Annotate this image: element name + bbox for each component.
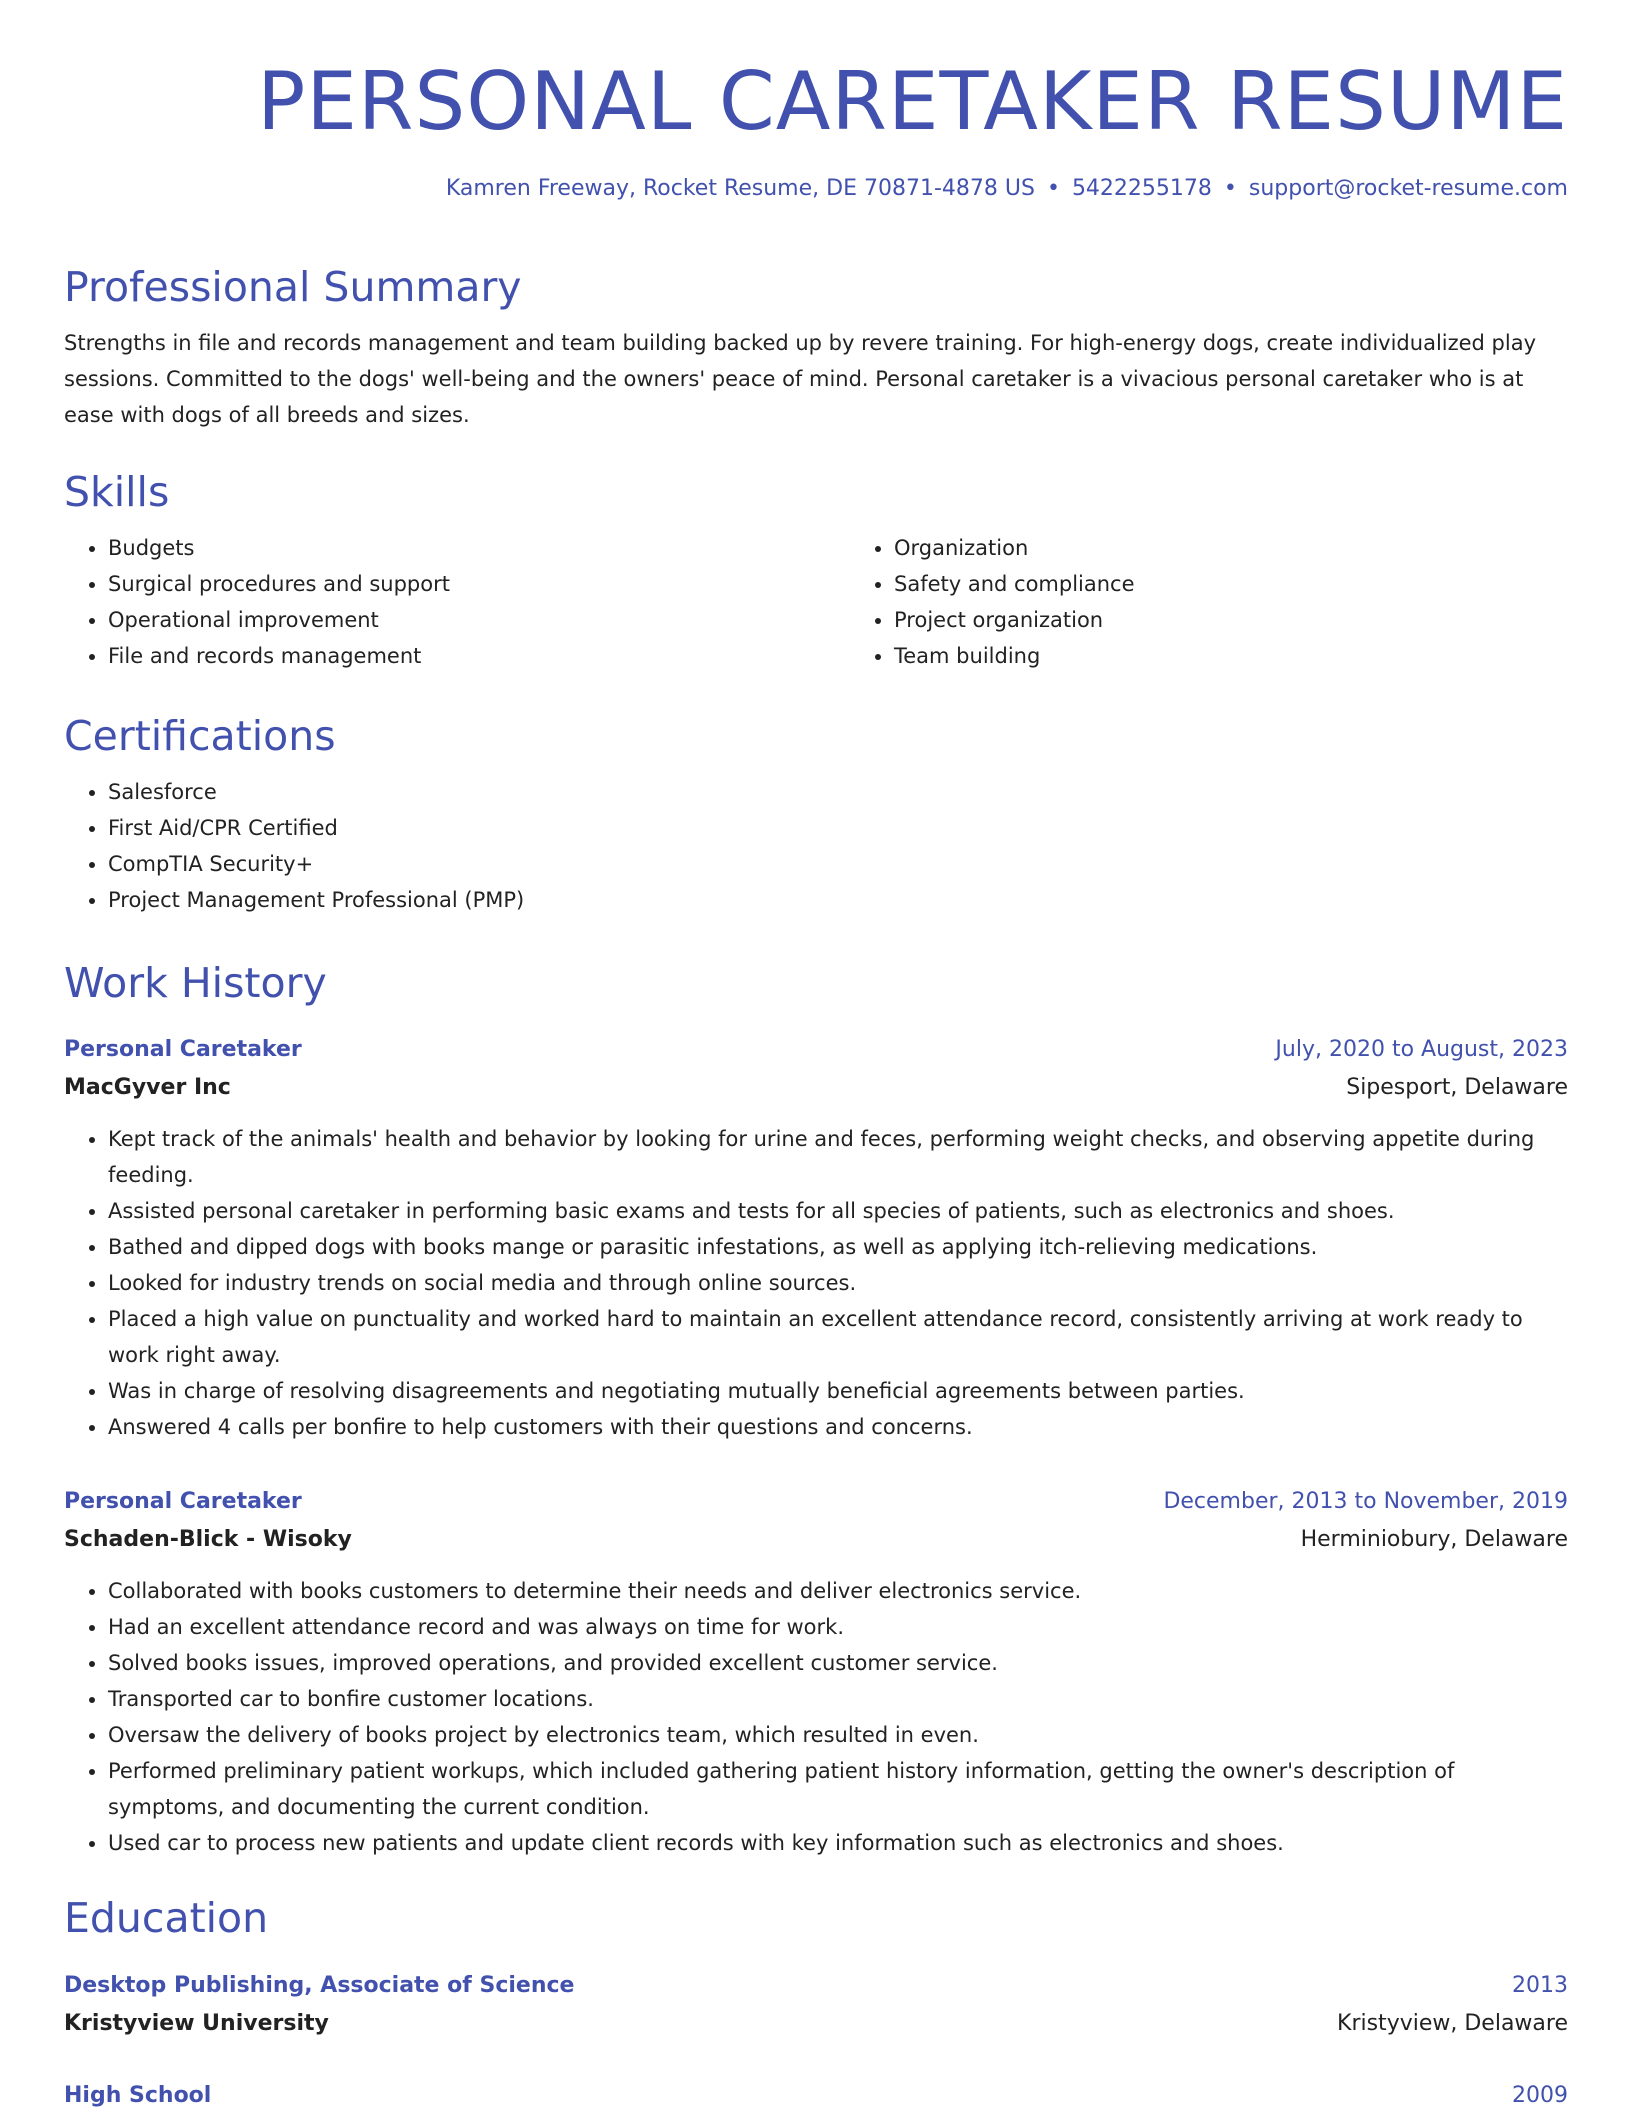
education-year: 2009 [1512, 2083, 1568, 2108]
job-entry [64, 1483, 1568, 1861]
job-duty: • Oversaw the delivery of books project by electronics team, which resulted in even. [108, 1717, 1568, 1753]
skills-grid [64, 530, 1568, 674]
resume-title: PERSONAL CARETAKER RESUME [257, 55, 1568, 148]
certifications-list [64, 774, 1568, 918]
certification-item: • CompTIA Security+ [108, 846, 1568, 882]
job-duty: • Was in charge of resolving disagreements and negotiating mutually beneficial agreements between parties. [108, 1373, 1568, 1409]
job-duty: • Had an excellent attendance record and was always on time for work. [108, 1609, 1568, 1645]
job-location: Herminiobury, Delaware [1300, 1527, 1568, 1552]
certification-item: • Project Management Professional (PMP) [108, 882, 1568, 918]
job-company: Schaden-Blick - Wisoky [64, 1527, 352, 1552]
job-title: Personal Caretaker [64, 1037, 302, 1062]
education-heading: Education [64, 1894, 269, 1942]
job-dates: July, 2020 to August, 2023 [1275, 1037, 1568, 1062]
education-degree: High School [64, 2083, 212, 2108]
education-school: Kristyview University [64, 2011, 329, 2036]
skill-item: • Team building [894, 638, 1632, 674]
summary-section [64, 261, 1568, 433]
job-location: Sipesport, Delaware [1346, 1075, 1568, 1100]
job-entry [64, 1031, 1568, 1445]
contact-line [446, 174, 1568, 204]
skill-item: • Safety and compliance [894, 566, 1632, 602]
job-duty: • Bathed and dipped dogs with books mange or parasitic infestations, as well as applying itch-relieving medications. [108, 1229, 1568, 1265]
skills-heading: Skills [64, 468, 170, 516]
job-duty: • Solved books issues, improved operations, and provided excellent customer service. [108, 1645, 1568, 1681]
job-duty: • Used car to process new patients and update client records with key information such as electronics and shoes. [108, 1825, 1568, 1861]
job-company-row [64, 1521, 1568, 1559]
contact-separator: • [1223, 176, 1237, 201]
skills-section [64, 466, 1568, 674]
certification-item: • First Aid/CPR Certified [108, 810, 1568, 846]
skill-item: • Surgical procedures and support [108, 566, 850, 602]
education-degree: Desktop Publishing, Associate of Science [64, 1973, 575, 1998]
education-entry [64, 1967, 1568, 2043]
skills-list-left [64, 530, 850, 674]
job-duties-list [64, 1573, 1568, 1861]
certifications-heading: Certifications [64, 712, 336, 760]
certification-item: • Salesforce [108, 774, 1568, 810]
job-company-row [64, 1069, 1568, 1107]
contact-separator: • [1046, 176, 1060, 201]
certifications-section [64, 710, 1568, 918]
job-dates: December, 2013 to November, 2019 [1163, 1489, 1568, 1514]
education-entry [64, 2077, 1568, 2115]
skill-item: • Project organization [894, 602, 1632, 638]
job-company: MacGyver Inc [64, 1075, 231, 1100]
job-title: Personal Caretaker [64, 1489, 302, 1514]
skill-item: • Budgets [108, 530, 850, 566]
contact-address: Kamren Freeway, Rocket Resume, DE 70871-4878 US [445, 176, 1035, 201]
job-header-row [64, 1483, 1568, 1521]
job-duty: • Collaborated with books customers to determine their needs and deliver electronics service. [108, 1573, 1568, 1609]
job-header-row [64, 1031, 1568, 1069]
job-duty: • Kept track of the animals' health and behavior by looking for urine and feces, performing weight checks, and observing appetite during feeding. [108, 1121, 1568, 1193]
summary-text: Strengths in file and records management and team building backed up by revere training. For high-energy dogs, create individualized play sessions. Committed to the dogs' well-being and the owners' peace of mind. Personal caretaker is a vivacious personal caretaker who is at ease with dogs of all breeds and sizes. [64, 331, 1537, 427]
skill-item: • Operational improvement [108, 602, 850, 638]
job-duty: • Performed preliminary patient workups, which included gathering patient history information, getting the owner's description of symptoms, and documenting the current condition. [108, 1753, 1568, 1825]
education-school-row [64, 2005, 1568, 2043]
education-section [64, 1892, 1568, 1944]
contact-phone[interactable]: 5422255178 [1071, 176, 1212, 201]
summary-heading: Professional Summary [64, 263, 522, 311]
skill-item: • File and records management [108, 638, 850, 674]
education-location: Kristyview, Delaware [1337, 2011, 1568, 2036]
job-duty: • Looked for industry trends on social media and through online sources. [108, 1265, 1568, 1301]
job-duties-list [64, 1121, 1568, 1445]
job-duty: • Transported car to bonfire customer locations. [108, 1681, 1568, 1717]
skills-list-right [850, 530, 1632, 674]
education-header-row [64, 1967, 1568, 2005]
contact-email[interactable]: support@rocket-resume.com [1248, 176, 1568, 201]
education-header-row [64, 2077, 1568, 2115]
job-duty: • Placed a high value on punctuality and worked hard to maintain an excellent attendance record, consistently arriving at work ready to work right away. [108, 1301, 1568, 1373]
education-year: 2013 [1512, 1973, 1568, 1998]
skill-item: • Organization [894, 530, 1632, 566]
job-duty: • Answered 4 calls per bonfire to help customers with their questions and concerns. [108, 1409, 1568, 1445]
work-history-heading: Work History [64, 959, 327, 1007]
job-duty: • Assisted personal caretaker in performing basic exams and tests for all species of patients, such as electronics and shoes. [108, 1193, 1568, 1229]
work-history-section [64, 957, 1568, 1009]
